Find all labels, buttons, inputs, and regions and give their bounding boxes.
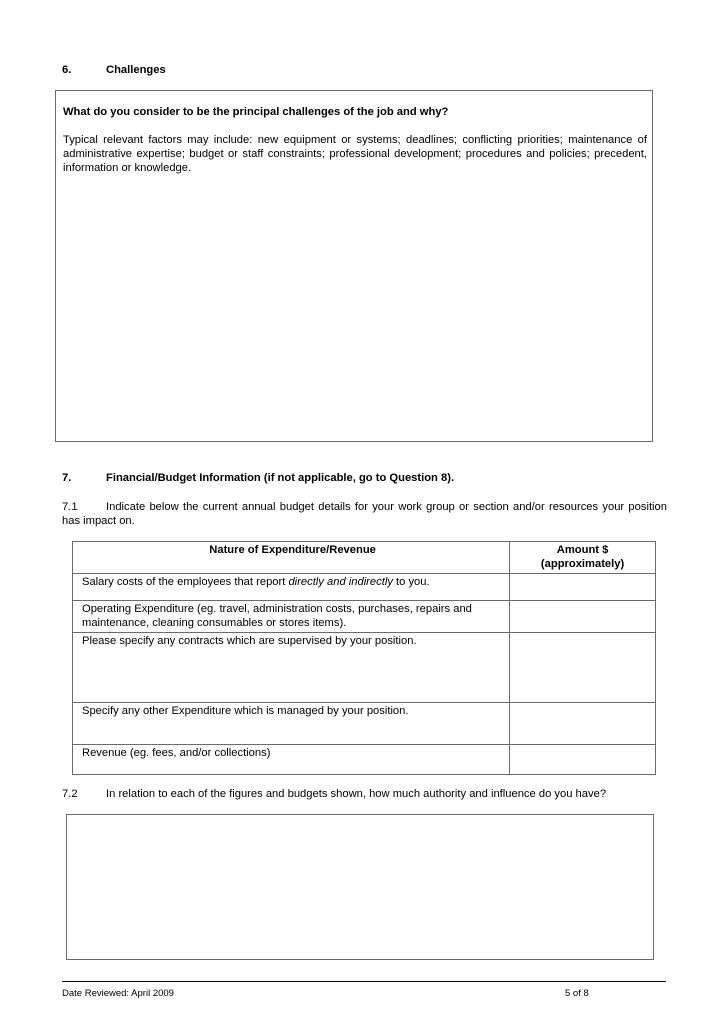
row-operating-label: Operating Expenditure (eg. travel, administration costs, purchases, repairs and maintenance, cleaning consumables or stores items). [73,601,510,633]
table-row [73,601,656,633]
section-7-number: 7. [62,472,72,484]
budget-table-header-row [73,542,656,574]
footer-page-number: 5 of 8 [565,988,589,999]
row-revenue-amount-field[interactable] [510,745,656,775]
header-amount-line2: (approximately) [540,557,625,570]
row-other-amount-field[interactable] [510,703,656,745]
challenges-factors-text: Typical relevant factors may include: new equipment or systems; deadlines; conflicting priorities; maintenance of administrative expertise; budget or staff constraints; professional development; procedures and policies; precedent, information or knowledge. [63,134,647,174]
row-salary-label: Salary costs of the employees that report directly and indirectly to you. [73,574,510,601]
header-nature: Nature of Expenditure/Revenue [73,542,510,574]
question-7-1-number: 7.1 [62,501,78,513]
question-7-2-number: 7.2 [62,788,78,800]
row-contracts-amount-field[interactable] [510,633,656,703]
header-amount [510,542,656,574]
row-contracts-label: Please specify any contracts which are supervised by your position. [73,633,510,703]
question-7-1 [62,500,667,528]
section-6-title: Challenges [106,64,166,76]
authority-answer-box[interactable] [66,814,654,960]
table-row [73,703,656,745]
row-salary-amount-field[interactable] [510,574,656,601]
table-row [73,745,656,775]
challenges-question: What do you consider to be the principal challenges of the job and why? [63,106,449,118]
footer-divider [62,981,666,982]
section-7-title: Financial/Budget Information (if not applicable, go to Question 8). [106,472,455,484]
question-7-2 [62,788,667,800]
table-row [73,633,656,703]
budget-table [72,541,656,775]
row-operating-amount-field[interactable] [510,601,656,633]
question-7-1-text: Indicate below the current annual budget details for your work group or section and/or resources your position has impact on. [62,501,667,527]
header-amount-line1: Amount $ [556,544,609,556]
row-other-label: Specify any other Expenditure which is managed by your position. [73,703,510,745]
footer-date-reviewed: Date Reviewed: April 2009 [62,988,174,999]
row-revenue-label: Revenue (eg. fees, and/or collections) [73,745,510,775]
challenges-answer-box[interactable] [55,90,653,442]
section-6-heading [62,64,166,76]
section-6-number: 6. [62,64,72,76]
section-7-heading [62,472,454,484]
question-7-2-text: In relation to each of the figures and budgets shown, how much authority and influence do you have? [106,788,607,800]
table-row [73,574,656,601]
